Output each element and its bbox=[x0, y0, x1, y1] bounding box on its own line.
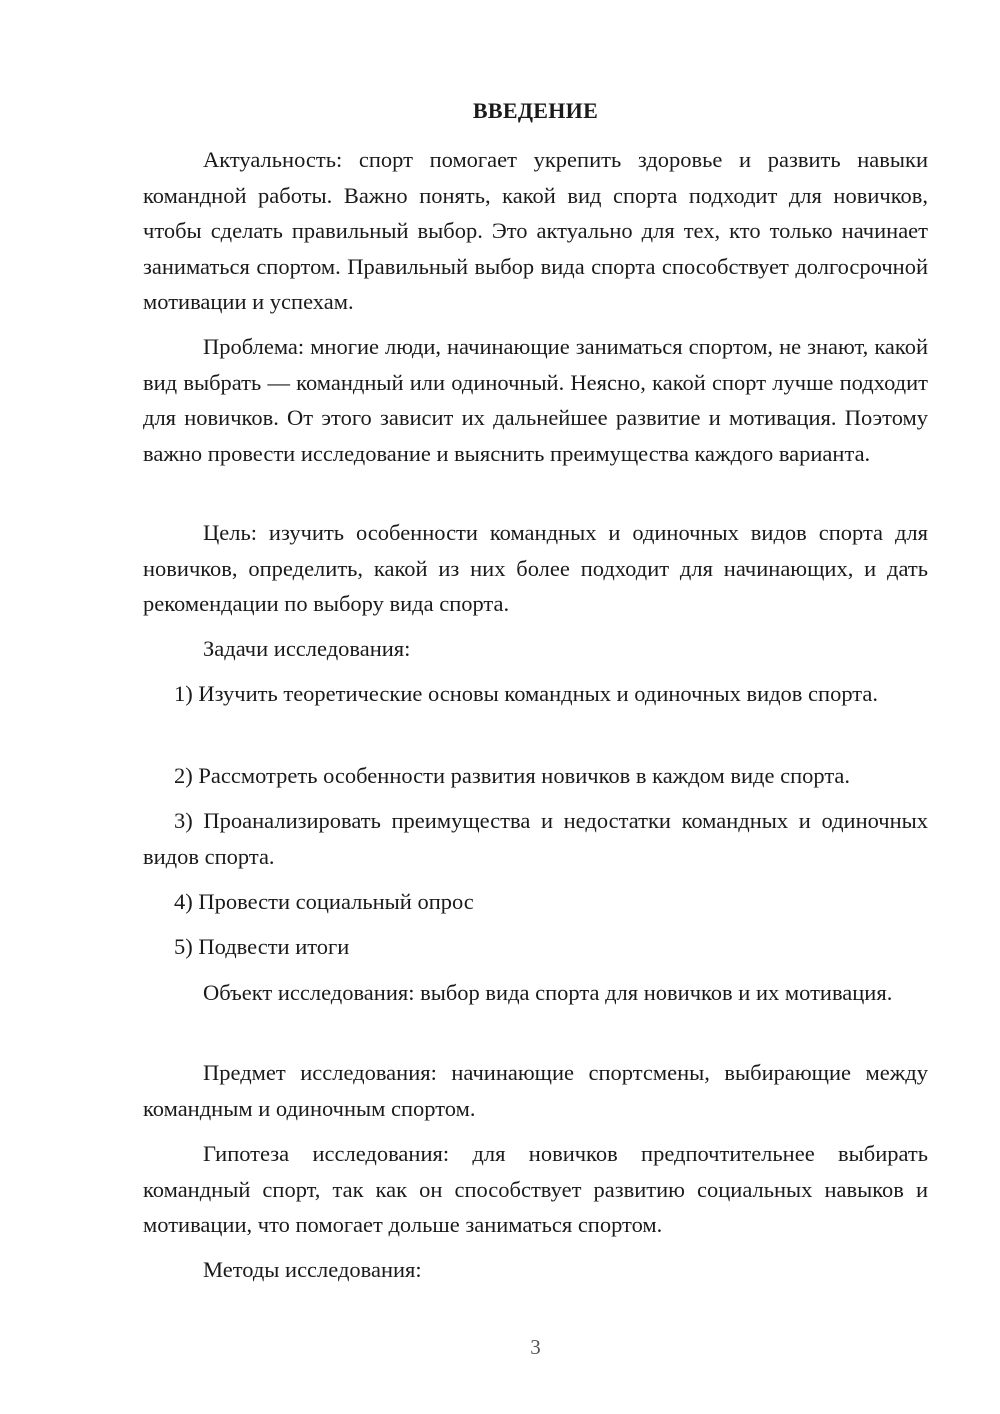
task-item-3: 3) Проанализировать преимущества и недостатки командных и одиночных видов спорта. bbox=[143, 808, 928, 869]
task-item-4: 4) Провести социальный опрос bbox=[174, 889, 474, 914]
page-number: 3 bbox=[530, 1335, 541, 1359]
subject-paragraph: Предмет исследования: начинающие спортсмены, выбирающие между командным и одиночным спортом. bbox=[143, 1060, 928, 1121]
object-paragraph: Объект исследования: выбор вида спорта для новичков и их мотивация. bbox=[203, 980, 893, 1005]
section-title: ВВЕДЕНИЕ bbox=[472, 98, 599, 123]
methods-heading: Методы исследования: bbox=[203, 1257, 422, 1282]
hypothesis-paragraph: Гипотеза исследования: для новичков предпочтительнее выбирать командный спорт, так как он способствует развитию социальных навыков и мотивации, что помогает дольше заниматься спортом. bbox=[143, 1141, 928, 1237]
problem-paragraph: Проблема: многие люди, начинающие заниматься спортом, не знают, какой вид выбрать — командный или одиночный. Неясно, какой спорт лучше подходит для новичков. От этого зависит их дальнейшее развитие и мотивация. Поэтому важно провести исследование и выяснить преимущества каждого варианта. bbox=[143, 334, 928, 466]
goal-paragraph: Цель: изучить особенности командных и одиночных видов спорта для новичков, определить, какой из них более подходит для начинающих, и дать рекомендации по выбору вида спорта. bbox=[143, 520, 928, 616]
task-item-5: 5) Подвести итоги bbox=[174, 934, 350, 959]
relevance-paragraph: Актуальность: спорт помогает укрепить здоровье и развить навыки командной работы. Важно понять, какой вид спорта подходит для новичков, чтобы сделать правильный выбор. Это актуально для тех, кто только начинает заниматься спортом. Правильный выбор вида спорта способствует долгосрочной мотивации и успехам. bbox=[143, 147, 928, 314]
tasks-heading: Задачи исследования: bbox=[203, 636, 411, 661]
task-item-2: 2) Рассмотреть особенности развития новичков в каждом виде спорта. bbox=[174, 763, 851, 788]
task-item-1: 1) Изучить теоретические основы командных и одиночных видов спорта. bbox=[174, 681, 879, 706]
